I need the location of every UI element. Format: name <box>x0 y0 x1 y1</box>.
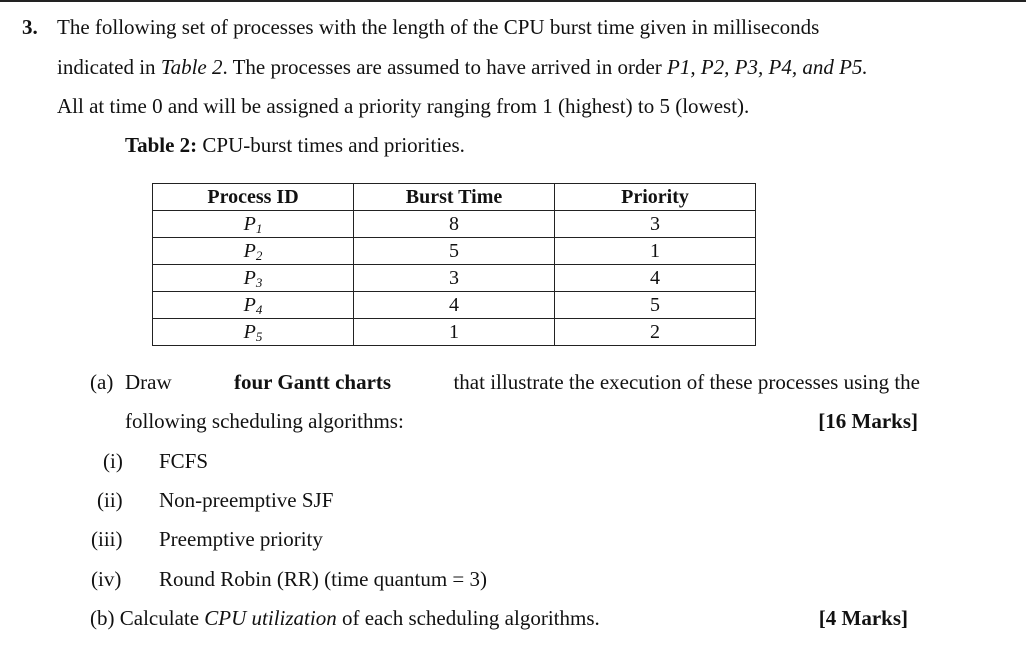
cell-burst-time: 8 <box>354 211 555 238</box>
part-b-marks: [4 Marks] <box>818 606 908 630</box>
cell-priority: 1 <box>555 238 756 265</box>
cell-priority: 2 <box>555 319 756 346</box>
cell-process-id: $P_4$ <box>153 292 354 319</box>
table-caption-label: Table 2: <box>125 133 198 157</box>
part-b-text-a: Calculate <box>119 606 200 630</box>
table-caption <box>125 135 465 156</box>
header-priority: Priority <box>555 184 756 211</box>
item-num-i: (i) <box>103 449 123 473</box>
cell-priority: 4 <box>555 265 756 292</box>
cell-burst-time: 4 <box>354 292 555 319</box>
cell-burst-time: 5 <box>354 238 555 265</box>
item-text-fcfs: FCFS <box>159 449 209 473</box>
cell-burst-time: 3 <box>354 265 555 292</box>
process-order: P1, P2, P3, P4, and P5. <box>667 55 868 79</box>
table-header-row <box>153 184 756 211</box>
part-a-line-1 <box>125 372 920 393</box>
question-number: 3. <box>22 15 38 39</box>
cell-burst-time: 1 <box>354 319 555 346</box>
cell-process-id: $P_2$ <box>153 238 354 265</box>
process-table <box>152 183 756 346</box>
part-a-label: (a) <box>90 370 114 394</box>
header-burst-time: Burst Time <box>354 184 555 211</box>
part-a-text-b: that illustrate the execution of these processes using the <box>453 370 920 394</box>
cell-priority: 5 <box>555 292 756 319</box>
part-a-text-a: Draw <box>125 370 172 394</box>
cell-process-id: $P_1$ <box>153 211 354 238</box>
part-b-line <box>90 608 600 629</box>
cell-priority: 3 <box>555 211 756 238</box>
item-num-iv: (iv) <box>91 567 122 591</box>
table-row <box>153 292 756 319</box>
item-num-iii: (iii) <box>91 527 123 551</box>
item-text-rr: Round Robin (RR) (time quantum = 3) <box>159 567 487 591</box>
part-b-text-ital: CPU utilization <box>204 606 337 630</box>
item-text-sjf: Non-preemptive SJF <box>159 488 334 512</box>
top-border <box>0 0 1026 2</box>
intro-line-3: All at time 0 and will be assigned a priority ranging from 1 (highest) to 5 (lowest). <box>57 94 750 118</box>
intro-line-1: The following set of processes with the length of the CPU burst time given in milliseconds <box>57 15 820 39</box>
item-num-ii: (ii) <box>97 488 123 512</box>
intro-line-2-a: indicated in <box>57 55 156 79</box>
item-text-priority: Preemptive priority <box>159 527 323 551</box>
cell-process-id: $P_3$ <box>153 265 354 292</box>
part-a-line-2: following scheduling algorithms: <box>125 409 404 433</box>
header-process-id: Process ID <box>153 184 354 211</box>
part-a-text-bold: four Gantt charts <box>234 370 392 394</box>
part-a-marks: [16 Marks] <box>818 409 918 433</box>
table-row <box>153 265 756 292</box>
table-row <box>153 211 756 238</box>
intro-line-2 <box>57 57 868 78</box>
cell-process-id: $P_5$ <box>153 319 354 346</box>
intro-line-2-b: . The processes are assumed to have arrived in order <box>222 55 662 79</box>
table-row <box>153 319 756 346</box>
table-reference: Table 2 <box>160 55 223 79</box>
table-caption-text: CPU-burst times and priorities. <box>202 133 465 157</box>
part-b-label: (b) <box>90 606 115 630</box>
part-b-text-b: of each scheduling algorithms. <box>341 606 600 630</box>
table-row <box>153 238 756 265</box>
